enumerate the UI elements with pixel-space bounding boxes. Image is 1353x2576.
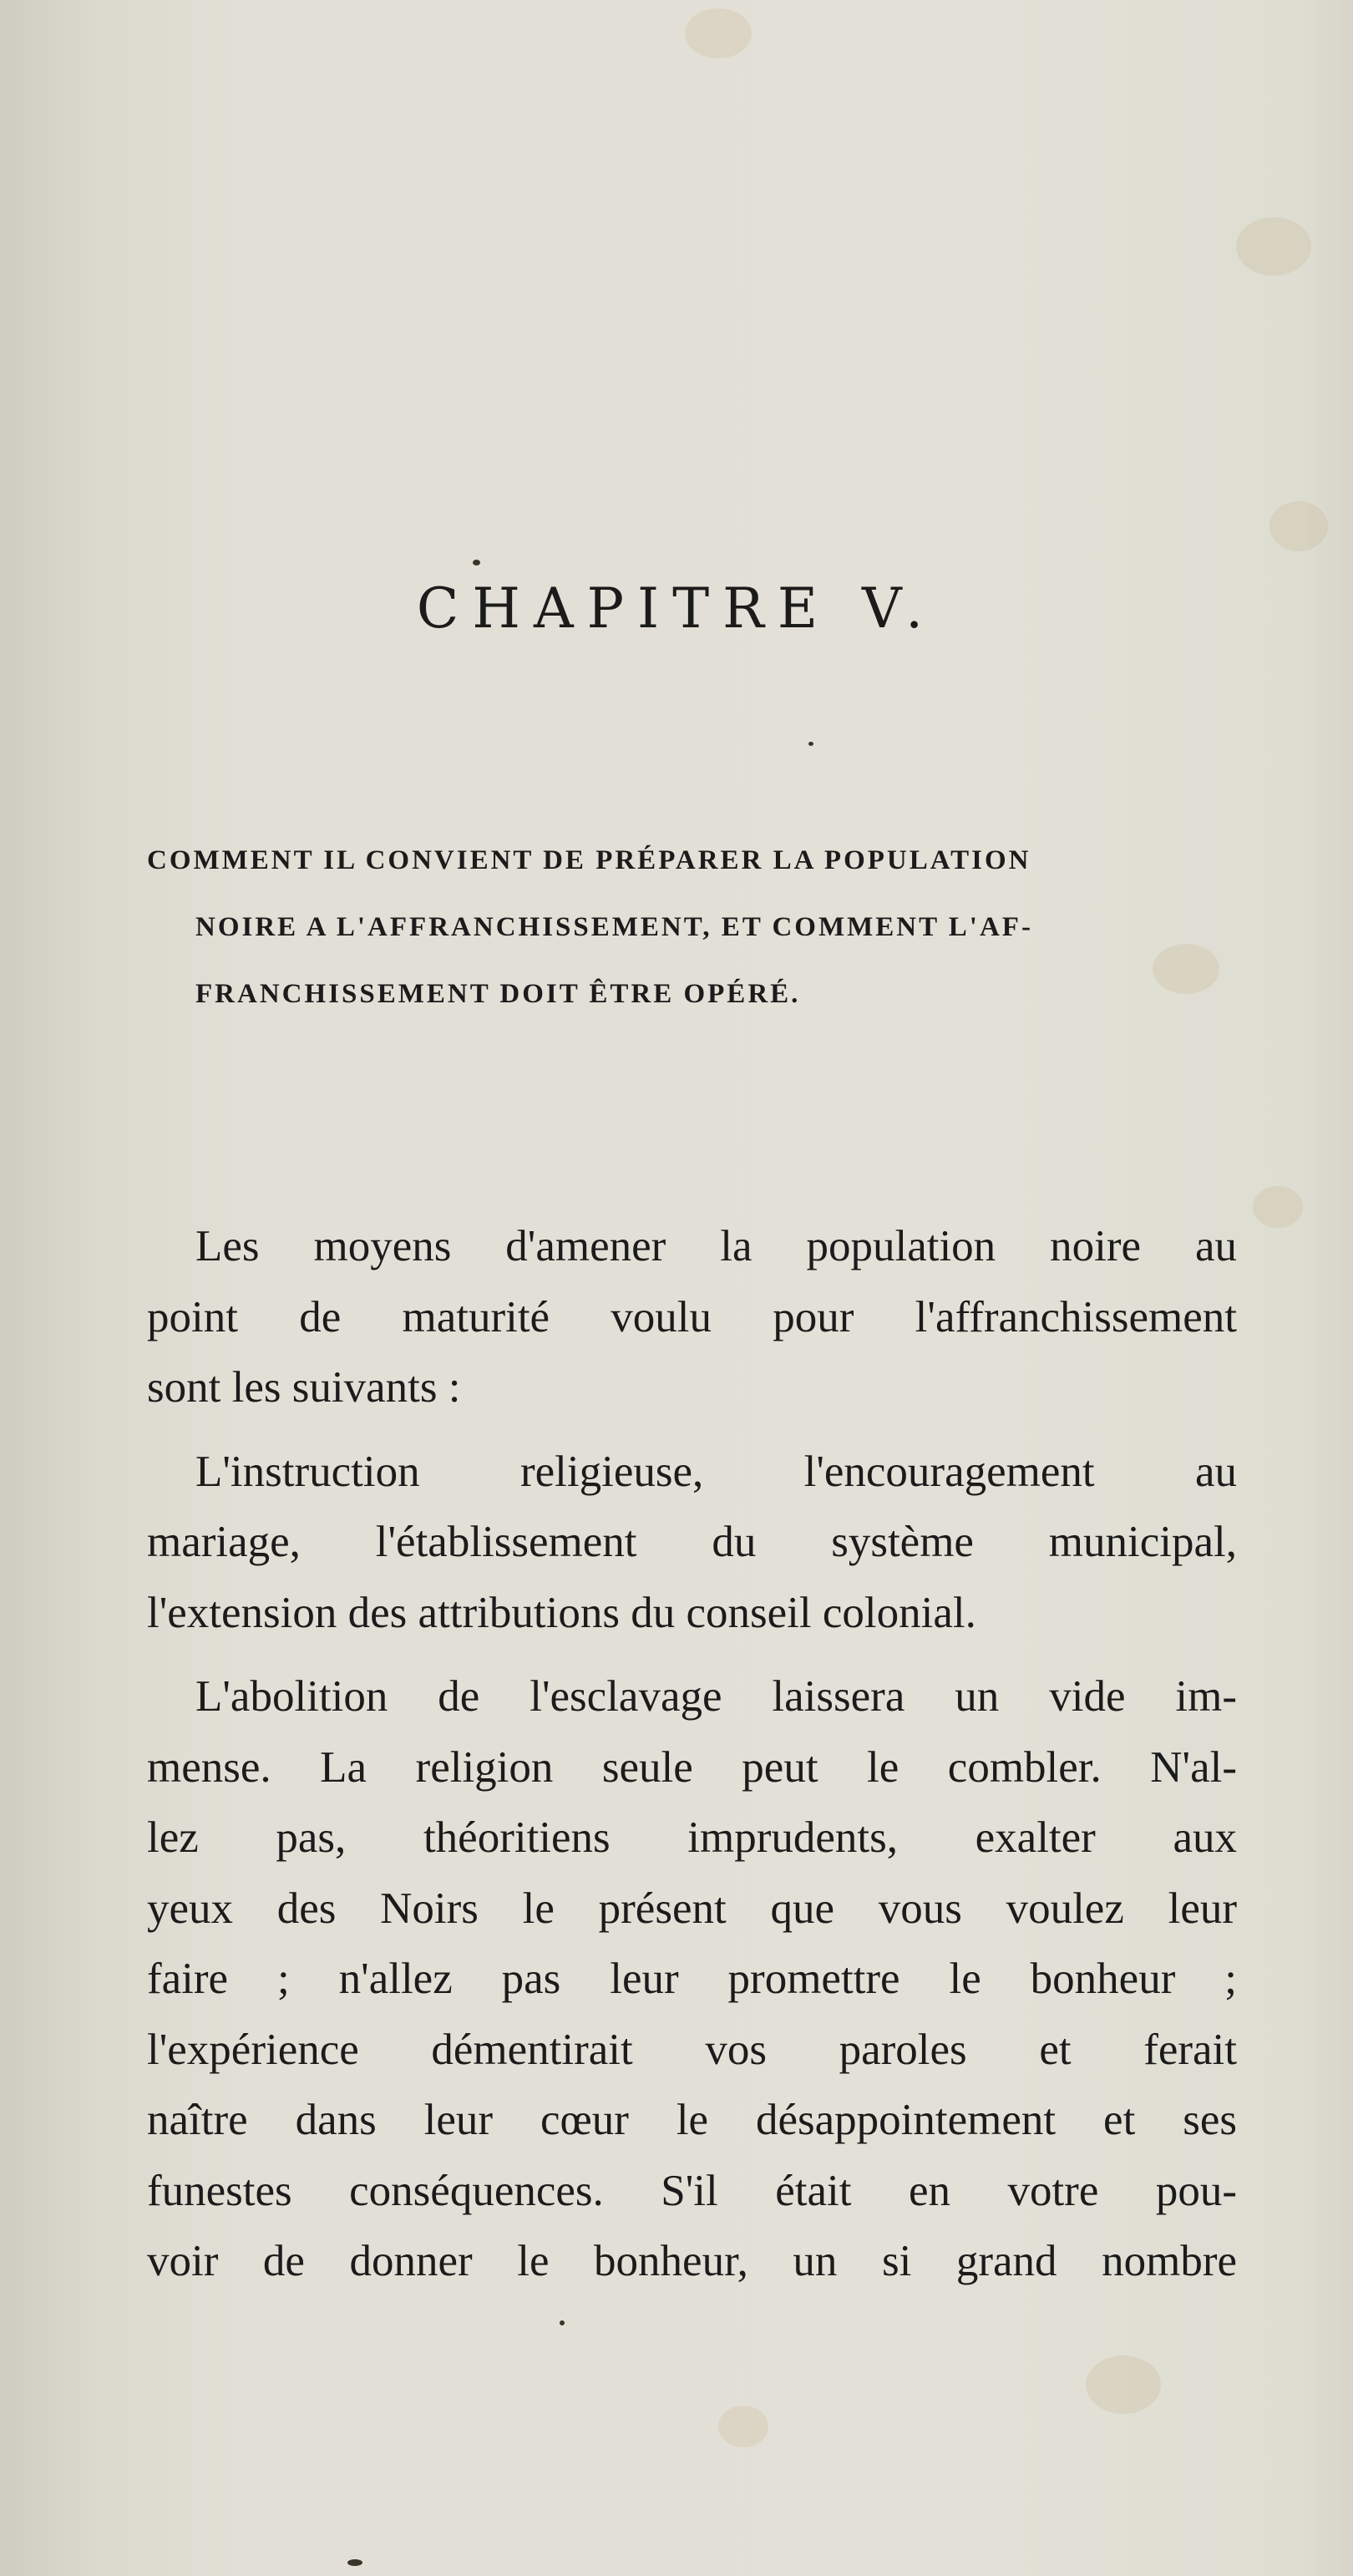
body-text (147, 1211, 1237, 2310)
text-line: yeux des Noirs le présent que vous voulez leur (147, 1884, 1237, 1933)
paragraph (147, 1437, 1237, 1649)
chapter-summary-line: FRANCHISSEMENT DOIT ÊTRE OPÉRÉ. (195, 979, 801, 1009)
ink-speck (808, 742, 813, 746)
text-line: funestes conséquences. S'il était en votre pou- (147, 2166, 1237, 2215)
chapter-summary (147, 827, 1233, 1027)
text-line: l'expérience démentirait vos paroles et ferait (147, 2025, 1237, 2074)
chapter-summary-line: COMMENT IL CONVIENT DE PRÉPARER LA POPULATION (147, 845, 1031, 875)
text-line: point de maturité voulu pour l'affranchissement (147, 1292, 1237, 1341)
text-line: mense. La religion seule peut le combler. N'al- (147, 1742, 1237, 1792)
text-line: faire ; n'allez pas leur promettre le bonheur ; (147, 1955, 1237, 2003)
paper-stain (685, 8, 752, 58)
paper-stain (718, 2406, 768, 2447)
text-line: naître dans leur cœur le désappointement et ses (147, 2096, 1237, 2144)
chapter-summary-line: NOIRE A L'AFFRANCHISSEMENT, ET COMMENT L'AF- (195, 912, 1033, 942)
paper-stain (1236, 217, 1311, 276)
paper-stain (1269, 501, 1328, 551)
ink-speck (473, 560, 480, 565)
text-line: lez pas, théoritiens imprudents, exalter aux (147, 1813, 1237, 1862)
text-line: mariage, l'établissement du système municipal, (147, 1518, 1237, 1566)
chapter-title: CHAPITRE V. (416, 576, 937, 641)
ink-speck (347, 2559, 362, 2566)
text-line: L'instruction religieuse, l'encouragement au (195, 1447, 1237, 1496)
text-line: l'extension des attributions du conseil colonial. (147, 1588, 976, 1637)
paper-stain (1253, 1186, 1303, 1228)
ink-speck (560, 2320, 565, 2325)
text-line: Les moyens d'amener la population noire au (195, 1222, 1237, 1270)
paragraph (147, 1661, 1237, 2297)
text-line: voir de donner le bonheur, un si grand nombre (147, 2237, 1237, 2285)
paragraph (147, 1211, 1237, 1423)
text-line: L'abolition de l'esclavage laissera un vide im- (195, 1672, 1237, 1721)
paper-stain (1086, 2355, 1161, 2414)
text-line: sont les suivants : (147, 1363, 461, 1412)
